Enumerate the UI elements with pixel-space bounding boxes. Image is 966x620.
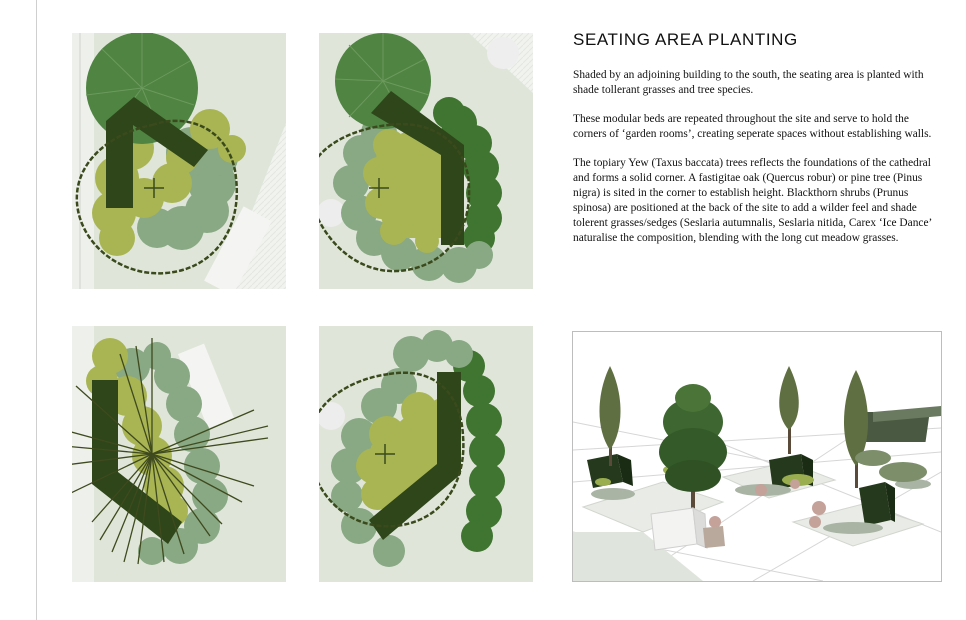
paragraph-species: The topiary Yew (Taxus baccata) trees reflects the foundations of the cathedral and forms a solid corner. A fastigitae oak (Quercus robur) or pine tree (Pinus nigra) is sited in the corner to establish height. Blackthorn shrubs (Prunus spinosa) are positioned at the back of the site to add a wilder feel and shade tolerent grasses/sedges (Seslaria autumnalis, Seslaria nitida, Carex ‘Ice Dance’ naturalise the composition, blending with the long cut meadow grasses. bbox=[573, 157, 932, 244]
seating-cubes bbox=[651, 508, 725, 550]
description-text bbox=[573, 68, 933, 260]
page-margin-rule bbox=[36, 0, 37, 620]
fastigiate-oak-trees bbox=[599, 366, 868, 488]
planting-plan-2 bbox=[319, 33, 533, 289]
seating-area-visualisation bbox=[572, 331, 942, 582]
paragraph-modular-beds: These modular beds are repeated throughout the site and serve to hold the corners of ‘garden rooms’, creating seperate spaces without establishing walls. bbox=[573, 113, 932, 140]
planting-plan-1 bbox=[72, 33, 286, 289]
page-title: SEATING AREA PLANTING bbox=[573, 30, 798, 49]
planting-plan-3 bbox=[72, 326, 286, 582]
blackthorn-shrubs-back bbox=[855, 450, 927, 482]
paragraph-shade: Shaded by an adjoining building to the south, the seating area is planted with shade tollerant grasses and tree species. bbox=[573, 69, 924, 96]
planting-plan-4 bbox=[319, 326, 533, 582]
